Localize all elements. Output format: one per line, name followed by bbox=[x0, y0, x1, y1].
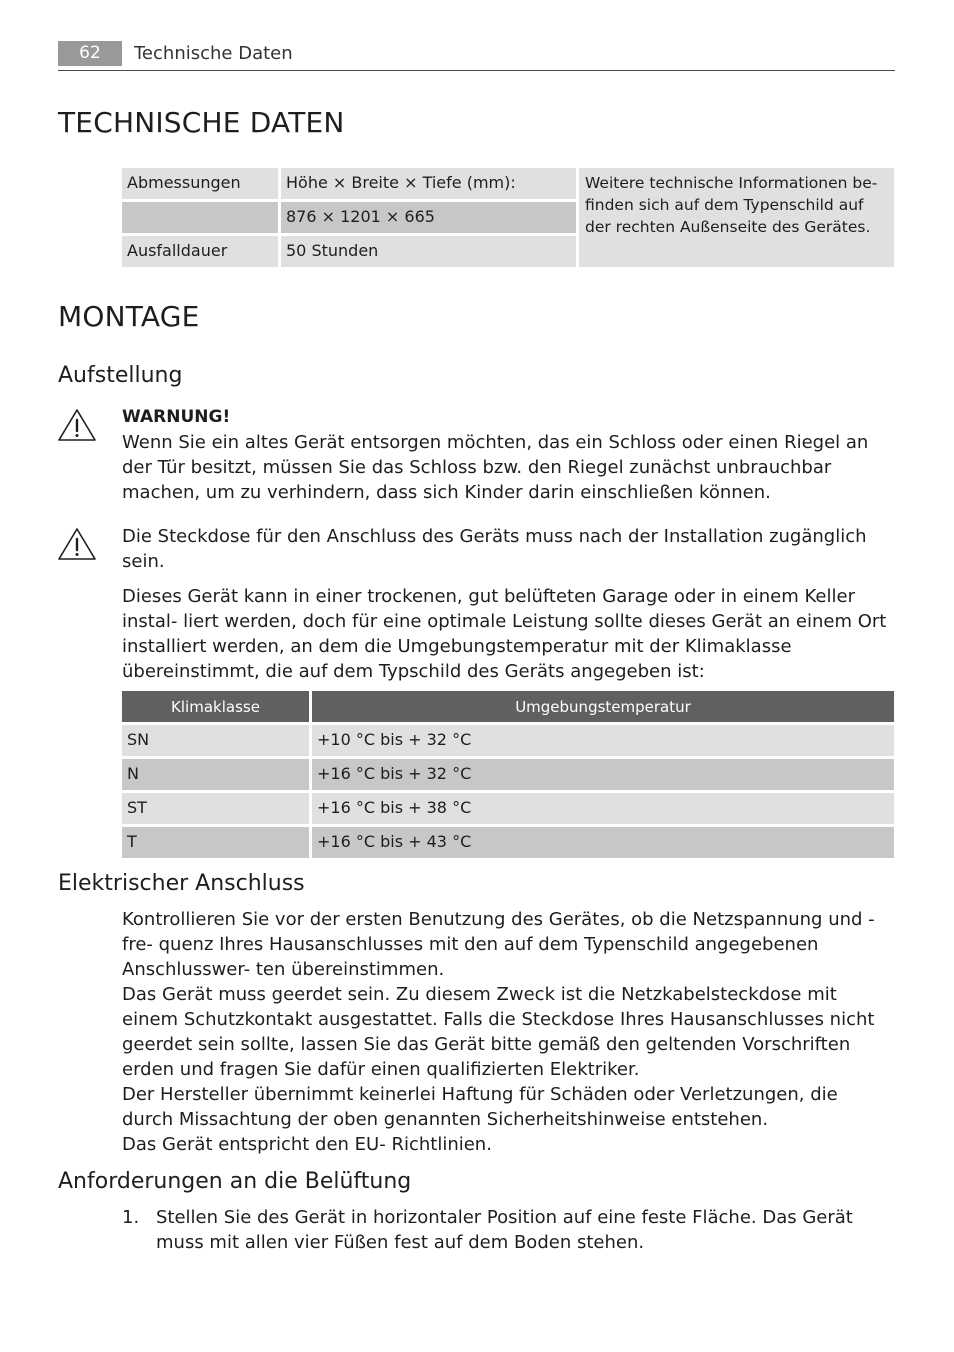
section-title-technische-daten: TECHNISCHE DATEN bbox=[58, 106, 345, 139]
warning-label: WARNUNG! bbox=[122, 407, 231, 427]
climate-class-cell: ST bbox=[122, 793, 309, 824]
page-number: 62 bbox=[58, 41, 122, 66]
list-item-number: 1. bbox=[122, 1207, 140, 1228]
tech-row-label bbox=[122, 202, 278, 233]
electrical-paragraph: Das Gerät muss geerdet sein. Zu diesem Zweck ist die Netzkabelsteckdose mit einem Schutzkontakt ausgestattet. Falls die Steckdose Ihres Hausanschlusses nicht geerdet sein sollte, lassen Sie das Gerät bitte gemäß den geltenden Vorschriften erden und fragen Sie dafür einen qualifizierten Elektriker. bbox=[122, 984, 875, 1080]
climate-temp-cell: +16 °C bis + 32 °C bbox=[312, 759, 894, 790]
subsection-title-elektrischer-anschluss: Elektrischer Anschluss bbox=[58, 871, 305, 896]
climate-class-cell: T bbox=[122, 827, 309, 858]
electrical-paragraph: Der Hersteller übernimmt keinerlei Haftung für Schäden oder Verletzungen, die durch Missachtung der oben genannten Sicherheitshinweise entstehen. bbox=[122, 1084, 838, 1130]
list-item-text: Stellen Sie des Gerät in horizontaler Position auf eine feste Fläche. Das Gerät muss mit allen vier Füßen fest auf dem Boden stehen. bbox=[156, 1207, 853, 1253]
section-title-montage: MONTAGE bbox=[58, 300, 200, 333]
climate-class-cell: SN bbox=[122, 725, 309, 756]
tech-note: Weitere technische Informationen be- finden sich auf dem Typenschild auf der rechten Außenseite des Gerätes. bbox=[579, 168, 894, 267]
climate-header-temperature: Umgebungstemperatur bbox=[312, 691, 894, 722]
tech-row-value: 876 × 1201 × 665 bbox=[281, 202, 576, 233]
installation-intro: Dieses Gerät kann in einer trockenen, gut belüfteten Garage oder in einem Keller instal- liert werden, doch für eine optimale Leistung sollte dieses Gerät an einem Ort installiert werden, an dem die Umgebungstemperatur mit der Klimaklasse übereinstimmt, die auf dem Typschild des Geräts angegeben ist: bbox=[122, 586, 887, 682]
caution-text: Die Steckdose für den Anschluss des Geräts muss nach der Installation zugänglich sein. bbox=[122, 526, 867, 572]
tech-row-label: Ausfalldauer bbox=[122, 236, 278, 267]
electrical-paragraph: Das Gerät entspricht den EU- Richtlinien. bbox=[122, 1134, 492, 1155]
caution-triangle-icon bbox=[57, 527, 97, 561]
climate-temp-cell: +10 °C bis + 32 °C bbox=[312, 725, 894, 756]
header-rule bbox=[58, 70, 895, 71]
tech-row-value: 50 Stunden bbox=[281, 236, 576, 267]
tech-row-label: Abmessungen bbox=[122, 168, 278, 199]
tech-row-value: Höhe × Breite × Tiefe (mm): bbox=[281, 168, 576, 199]
climate-header-class: Klimaklasse bbox=[122, 691, 309, 722]
electrical-body bbox=[122, 907, 892, 1157]
running-title: Technische Daten bbox=[134, 43, 293, 64]
subsection-title-aufstellung: Aufstellung bbox=[58, 363, 183, 388]
climate-temp-cell: +16 °C bis + 38 °C bbox=[312, 793, 894, 824]
climate-class-cell: N bbox=[122, 759, 309, 790]
warning-triangle-icon bbox=[57, 408, 97, 442]
subsection-title-belueftung: Anforderungen an die Belüftung bbox=[58, 1169, 412, 1194]
climate-temp-cell: +16 °C bis + 43 °C bbox=[312, 827, 894, 858]
warning-text: Wenn Sie ein altes Gerät entsorgen möchten, das ein Schloss oder einen Riegel an der Tür besitzt, müssen Sie das Schloss bzw. den Riegel zunächst unbrauchbar machen, um zu verhindern, dass sich Kinder darin einschließen können. bbox=[122, 432, 869, 503]
electrical-paragraph: Kontrollieren Sie vor der ersten Benutzung des Gerätes, ob die Netzspannung und -fre- quenz Ihres Hausanschlusses mit den auf dem Typenschild angegebenen Anschlusswer- ten übereinstimmen. bbox=[122, 909, 875, 980]
